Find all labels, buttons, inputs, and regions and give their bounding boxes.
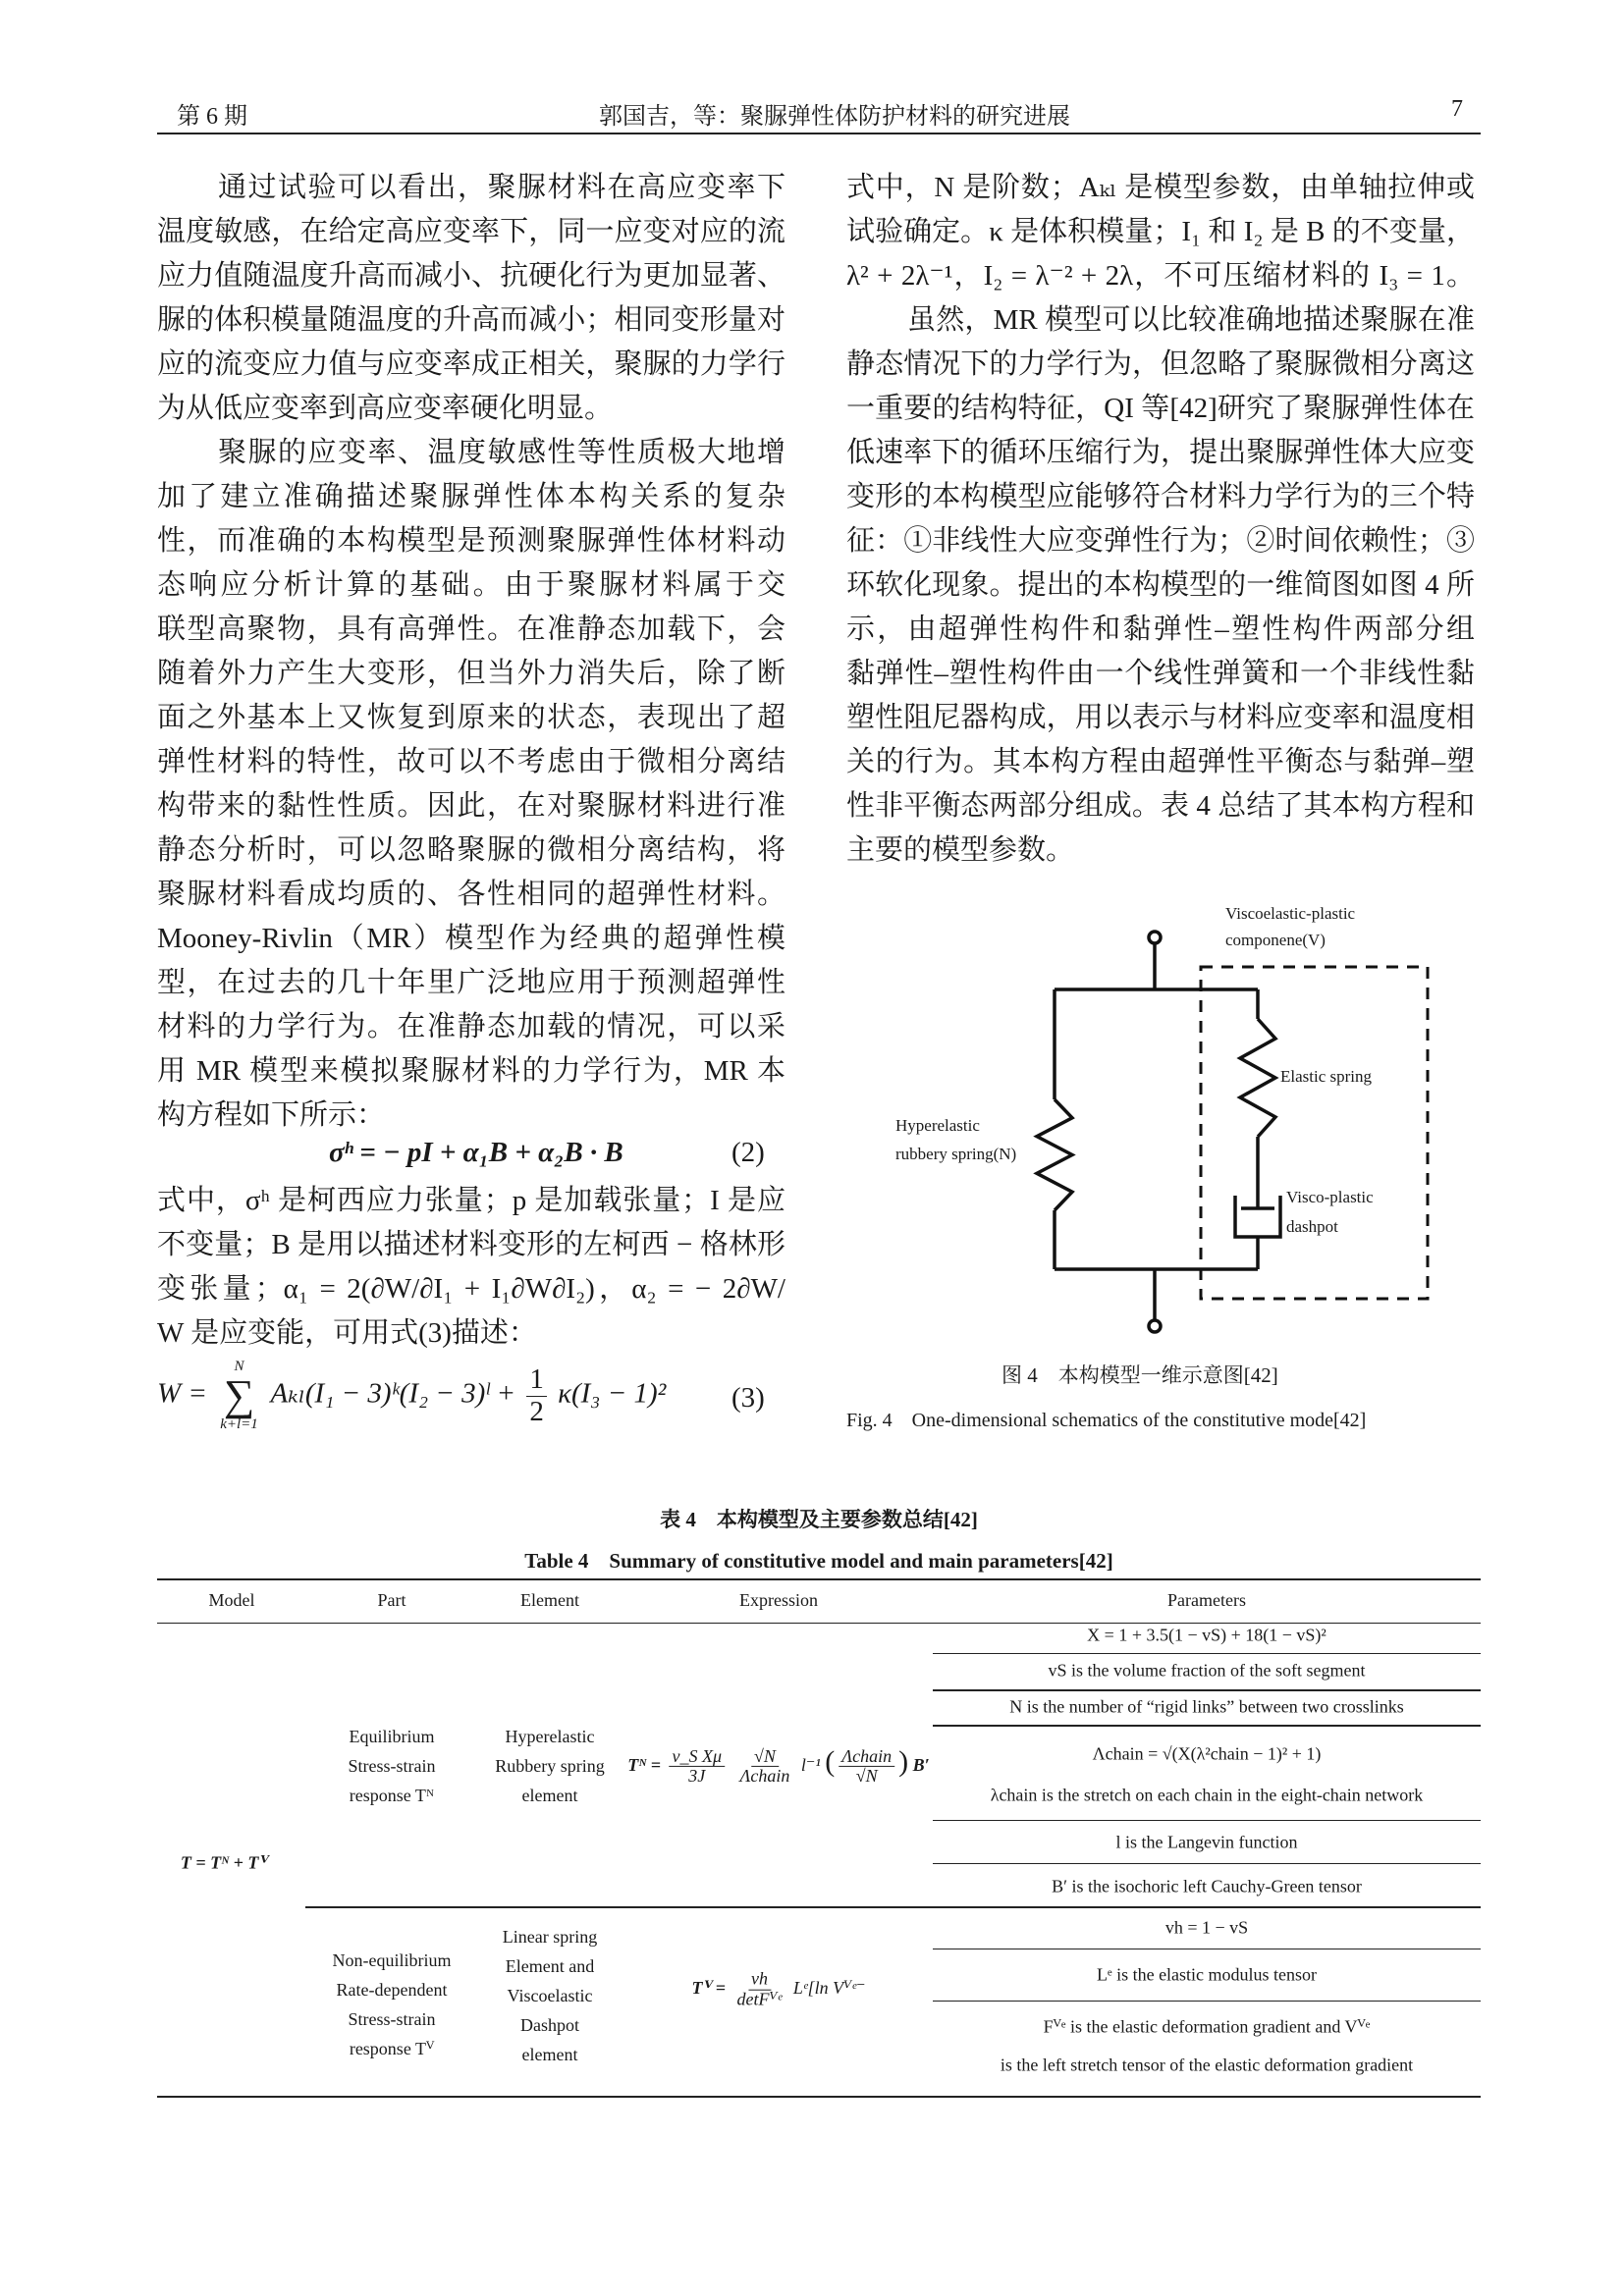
issue-number: 第 6 期	[177, 104, 247, 130]
label-viscoelastic-2: componene(V)	[1225, 931, 1326, 949]
text-line: 变张量；α₁ = 2(∂W/∂I₁ + I₁∂W∂I₂)，α₂ = − 2∂W/	[157, 1273, 785, 1305]
expr1-f1-num: v_S Xμ	[669, 1746, 725, 1767]
eq3-tail: κ(I₃ − 1)²	[558, 1377, 667, 1410]
label-viscoelastic-1: Viscoelastic-plastic	[1225, 904, 1356, 923]
parameter-cell: λchain is the stretch on each chain in the eight-chain network	[990, 1785, 1424, 1805]
eq3-sum	[220, 1360, 258, 1432]
text-line: 随着外力产生大变形，但当外力消失后，除了断	[157, 658, 785, 689]
text-line: 应的流变应力值与应变率成正相关，聚脲的力学行	[157, 348, 785, 380]
label-dashpot-2: dashpot	[1286, 1217, 1338, 1236]
figure-caption-en: Fig. 4 One-dimensional schematics of the constitutive mode[42]	[846, 1410, 1367, 1431]
text-line: 试验确定。κ 是体积模量；I₁ 和 I₂ 是 B 的不变量，	[846, 216, 1475, 247]
table-title-cn: 表 4 本构模型及主要参数总结[42]	[660, 1508, 978, 1531]
header-parameters: Parameters	[1167, 1590, 1246, 1610]
text-line: 虽然，MR 模型可以比较准确地描述聚脲在准	[907, 304, 1475, 336]
part-line: response Tᴺ	[349, 1786, 435, 1805]
text-line: 性，而准确的本构模型是预测聚脲弹性体材料动	[157, 525, 785, 557]
header-model: Model	[208, 1590, 255, 1610]
page-number: 7	[1451, 96, 1463, 122]
parameter-row-rule	[933, 1863, 1481, 1864]
text-line: 弹性材料的特性，故可以不考虑由于微相分离结	[157, 746, 785, 777]
expr2-num: vh	[748, 1970, 771, 1991]
element-line: Element and	[505, 1956, 595, 1976]
label-dashpot-1: Visco-plastic	[1286, 1188, 1374, 1206]
element-linear-spring	[503, 1922, 597, 2069]
text-line: 联型高聚物，具有高弹性。在准静态加载下，会	[157, 614, 785, 645]
table-bottom-rule	[157, 2096, 1481, 2098]
parameter-cell: N is the number of “rigid links” between two crosslinks	[1009, 1696, 1404, 1717]
part-line: Stress-strain	[348, 1756, 436, 1776]
text-line: 聚脲的应变率、温度敏感性等性质极大地增	[218, 437, 785, 468]
parameter-row-rule	[933, 1725, 1481, 1727]
parameter-cell: vS is the volume fraction of the soft segment	[1048, 1660, 1366, 1681]
text-line: W 是应变能，可用式(3)描述：	[157, 1317, 537, 1349]
eq3-half-den: 2	[529, 1395, 544, 1427]
bottom-terminal	[1149, 1320, 1161, 1332]
expr2-lhs: Tⱽ =	[691, 1978, 727, 1999]
text-line: 聚脲材料看成均质的、各性相同的超弹性材料。	[157, 879, 785, 910]
label-hyperelastic-2: rubbery spring(N)	[895, 1145, 1017, 1163]
text-line: 塑性阻尼器构成，用以表示与材料应变率和温度相	[846, 702, 1475, 733]
label-elastic-spring: Elastic spring	[1280, 1067, 1373, 1086]
elastic-spring	[1240, 1019, 1275, 1137]
part-line: Equilibrium	[349, 1727, 435, 1746]
equation-2: σʰ = − pI + α₁B + α₂B · B	[329, 1137, 623, 1168]
label-hyperelastic-1: Hyperelastic	[895, 1116, 980, 1135]
element-line: Hyperelastic	[505, 1727, 595, 1746]
expr2-den: detFⱽᵉ	[736, 1989, 783, 2009]
header-rule	[157, 133, 1481, 134]
text-line: 一重要的结构特征，QI 等[42]研究了聚脲弹性体在	[846, 393, 1475, 424]
right-paragraph-1	[846, 166, 1475, 298]
table-top-rule	[157, 1578, 1481, 1580]
text-line: 示，由超弹性构件和黏弹性–塑性构件两部分组	[846, 614, 1475, 645]
viscoelastic-dashed-box	[1201, 967, 1428, 1299]
parameter-row-rule	[933, 2001, 1481, 2002]
text-line: 应力值随温度升高而减小、抗硬化行为更加显著、	[157, 260, 785, 292]
element-hyperelastic	[495, 1722, 605, 1810]
parameter-cell: l is the Langevin function	[1115, 1832, 1298, 1852]
running-title: 郭国吉，等：聚脲弹性体防护材料的研究进展	[599, 104, 1070, 130]
eq3-sum-sign: ∑	[223, 1371, 255, 1419]
top-terminal	[1149, 932, 1161, 943]
element-line: Linear spring	[502, 1927, 598, 1947]
eq3-half	[526, 1364, 547, 1428]
text-line: 脲的体积模量随温度的升高而减小；相同变形量对	[157, 304, 785, 336]
expr1-f2-den: Λchain	[739, 1766, 790, 1787]
part-line: Rate-dependent	[336, 1980, 448, 2000]
text-line: 式中，σʰ 是柯西应力张量；p 是加载张量；I 是应	[157, 1185, 785, 1216]
parameter-cell: is the left stretch tensor of the elastic deformation gradient	[1000, 2055, 1414, 2075]
text-line: 面之外基本上又恢复到原来的状态，表现出了超	[157, 702, 785, 733]
text-line: 通过试验可以看出，聚脲材料在高应变率下	[218, 172, 785, 203]
expr2-tail: Lᵉ[ln Vⱽᵉ⁻	[792, 1978, 866, 1999]
text-line: 低速率下的循环压缩行为，提出聚脲弹性体大应变	[846, 437, 1475, 468]
parameter-cell: vh = 1 − vS	[1164, 1917, 1249, 1938]
text-line: λ² + 2λ⁻¹，I₂ = λ⁻² + 2λ，不可压缩材料的 I₃ = 1。	[846, 260, 1475, 292]
expr1-mid: l⁻¹	[800, 1754, 821, 1775]
table-header-rule	[157, 1623, 1481, 1624]
header-expression: Expression	[739, 1590, 818, 1610]
parameter-cell: X = 1 + 3.5(1 − vS) + 18(1 − vS)²	[1087, 1625, 1326, 1645]
element-line: Viscoelastic	[507, 1986, 593, 2005]
expr1-f1-den: 3J	[688, 1766, 706, 1787]
text-line: 关的行为。其本构方程由超弹性平衡态与黏弹–塑	[846, 746, 1475, 777]
part-non-equilibrium	[333, 1946, 452, 2063]
text-line: 性非平衡态两部分组成。表 4 总结了其本构方程和	[846, 790, 1475, 822]
expression-equilibrium: Tᴺ = $\frac{\text{v\_S Xμ}}{3J}$ $\frac{√N}{\text{Λchain}}$ l⁻¹ ( $\frac{\text{Λchain}}{√N}$ ) B′	[627, 1744, 930, 1787]
text-line: 材料的力学行为。在准静态加载的情况，可以采	[157, 1011, 785, 1042]
eq3-sum-top: N	[234, 1359, 244, 1374]
expr1-lhs: Tᴺ =	[627, 1754, 661, 1775]
expression-non-equilibrium	[691, 1970, 865, 2010]
element-line: Dashpot	[520, 2015, 579, 2035]
parameter-row-rule	[933, 1689, 1481, 1691]
parameter-cell: B′ is the isochoric left Cauchy-Green tensor	[1052, 1876, 1362, 1896]
text-line: 为从低应变率到高应变率硬化明显。	[157, 393, 614, 424]
eq3-body: Aₖₗ(I₁ − 3)ᵏ(I₂ − 3)ˡ +	[270, 1377, 516, 1410]
right-paragraph-2	[846, 298, 1475, 873]
text-line: 用 MR 模型来模拟聚脲材料的力学行为，MR 本	[157, 1055, 785, 1087]
table-section-rule	[305, 1906, 1481, 1908]
text-line: 环软化现象。提出的本构模型的一维简图如图 4 所	[846, 569, 1475, 601]
text-line: 型，在过去的几十年里广泛地应用于预测超弹性	[157, 967, 785, 998]
parameter-cell: Fⱽᵉ is the elastic deformation gradient and Vⱽᵉ	[1043, 2016, 1371, 2037]
text-line: 静态分析时，可以忽略聚脲的微相分离结构，将	[157, 834, 785, 866]
left-paragraph-3	[157, 1179, 785, 1356]
parameter-row-rule	[933, 1653, 1481, 1654]
part-line: Stress-strain	[348, 2009, 436, 2029]
expr1-f2-num: √N	[751, 1746, 779, 1767]
left-paragraph-1	[157, 166, 785, 431]
text-line: 态响应分析计算的基础。由于聚脲材料属于交	[157, 569, 785, 601]
parameter-cell: Λchain = √(X(λ²chain − 1)² + 1)	[1092, 1743, 1322, 1764]
parameter-cell: Lᵉ is the elastic modulus tensor	[1096, 1964, 1318, 1985]
eq3-lhs: W =	[157, 1377, 207, 1410]
equation-3-number: (3)	[731, 1382, 765, 1414]
text-line: Mooney-Rivlin（MR）模型作为经典的超弹性模	[157, 923, 785, 954]
element-line: element	[521, 1786, 578, 1805]
figure-caption-cn: 图 4 本构模型一维示意图[42]	[1001, 1363, 1278, 1387]
text-line: 静态情况下的力学行为，但忽略了聚脲微相分离这	[846, 348, 1475, 380]
part-equilibrium	[349, 1722, 436, 1810]
text-line: 构方程如下所示：	[157, 1099, 386, 1131]
table-title-en: Table 4 Summary of constitutive model and main parameters[42]	[524, 1549, 1113, 1573]
equation-3	[157, 1360, 666, 1432]
left-paragraph-2	[157, 431, 785, 1138]
text-line: 征：①非线性大应变弹性行为；②时间依赖性；③	[846, 525, 1475, 557]
text-line: 加了建立准确描述聚脲弹性体本构关系的复杂	[157, 481, 785, 512]
expr1-f3-den: √N	[855, 1766, 878, 1787]
header-element: Element	[520, 1590, 579, 1610]
text-line: 主要的模型参数。	[846, 834, 1075, 866]
hyperelastic-spring	[1037, 1099, 1072, 1210]
text-line: 黏弹性–塑性构件由一个线性弹簧和一个非线性黏	[846, 658, 1475, 689]
eq3-sum-bottom: k+l=1	[220, 1416, 258, 1432]
text-line: 不变量；B 是用以描述材料变形的左柯西 − 格林形	[157, 1229, 785, 1260]
expr1-tail: B′	[912, 1754, 930, 1775]
equation-2-number: (2)	[731, 1137, 765, 1168]
expr1-f3-num: Λchain	[839, 1746, 894, 1767]
header-part: Part	[377, 1590, 406, 1610]
text-line: 式中，N 是阶数；Aₖₗ 是模型参数，由单轴拉伸或	[846, 172, 1475, 203]
parameter-row-rule	[933, 1820, 1481, 1821]
eq3-half-num: 1	[526, 1364, 547, 1397]
element-line: element	[521, 2045, 578, 2064]
part-line: Non-equilibrium	[332, 1950, 452, 1970]
text-line: 温度敏感，在给定高应变率下，同一应变对应的流	[157, 216, 785, 247]
element-line: Rubbery spring	[495, 1756, 605, 1776]
part-line: response Tⱽ	[349, 2039, 435, 2058]
text-line: 变形的本构模型应能够符合材料力学行为的三个特	[846, 481, 1475, 512]
model-equation: T = Tᴺ + Tⱽ	[180, 1852, 268, 1873]
text-line: 构带来的黏性性质。因此，在对聚脲材料进行准	[157, 790, 785, 822]
